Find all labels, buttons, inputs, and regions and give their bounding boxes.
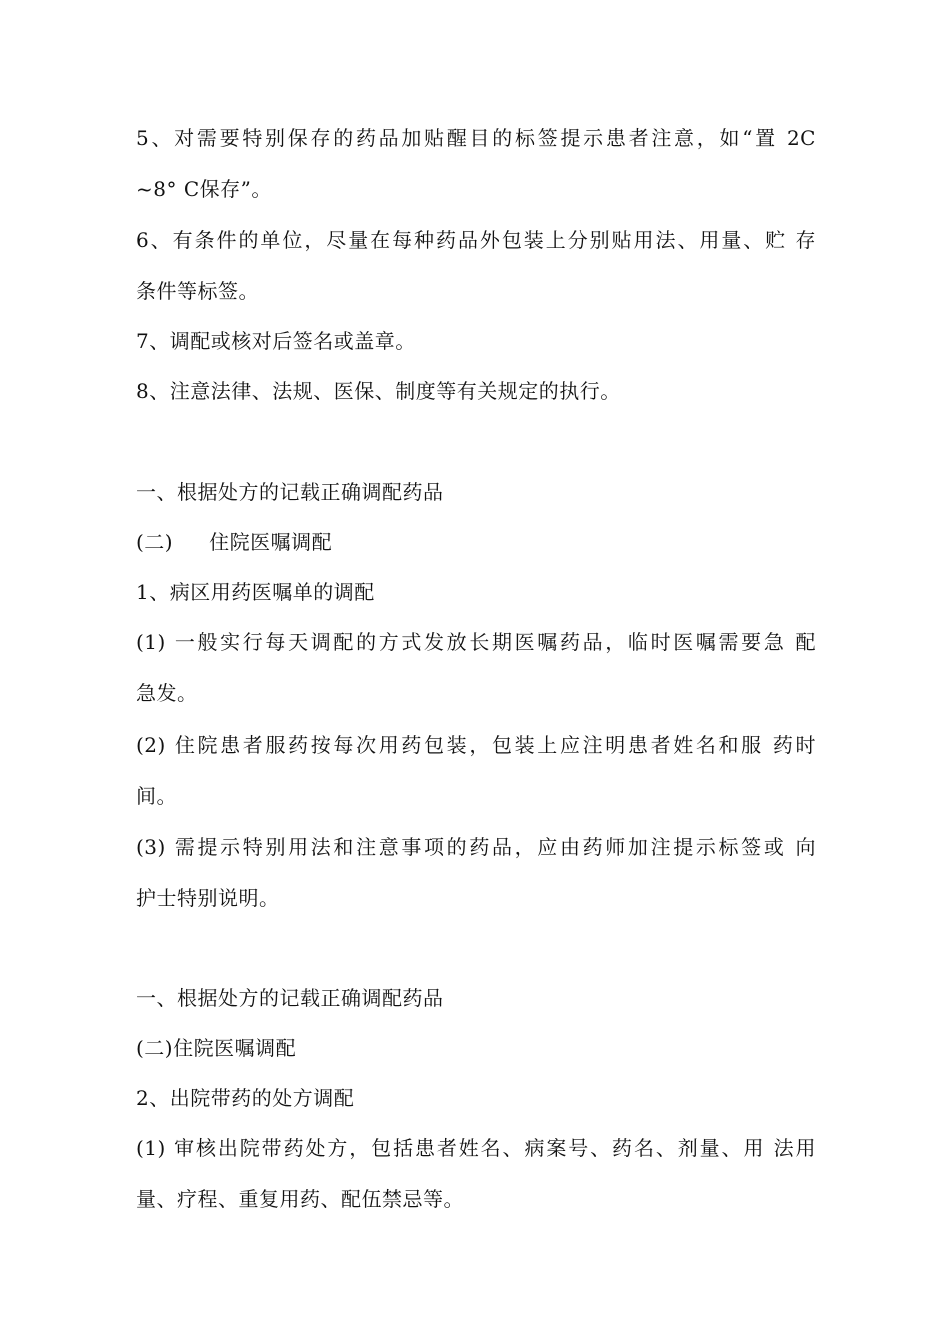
section-b-p3-line-1: (3) 需提示特别用法和注意事项的药品，应由药师加注提示标签或 向	[136, 835, 816, 859]
section-b-subheading-text: 住院医嘱调配	[209, 530, 333, 554]
section-c-subheading: (二)住院医嘱调配	[136, 1036, 297, 1060]
item-6-line-2: 条件等标签。	[136, 279, 259, 303]
section-b-subheading-number: (二)	[136, 530, 174, 554]
item-5-line-2: ~8° C保存”。	[136, 177, 272, 201]
section-b-p2-line-2: 间。	[136, 784, 177, 808]
section-c-p1-line-2: 量、疗程、重复用药、配伍禁忌等。	[136, 1187, 464, 1211]
section-b-p2-line-1: (2) 住院患者服药按每次用药包装，包装上应注明患者姓名和服 药时	[136, 733, 816, 757]
section-b-heading: 一、根据处方的记载正确调配药品	[136, 480, 444, 504]
item-5-line-1: 5、对需要特别保存的药品加贴醒目的标签提示患者注意，如“置 2C	[136, 126, 816, 150]
section-c-heading: 一、根据处方的记载正确调配药品	[136, 986, 444, 1010]
section-b-item-1: 1、病区用药医嘱单的调配	[136, 580, 375, 604]
section-c-p1-line-1: (1) 审核出院带药处方，包括患者姓名、病案号、药名、剂量、用 法用	[136, 1136, 816, 1160]
section-c-item-2: 2、出院带药的处方调配	[136, 1086, 355, 1110]
item-8: 8、注意法律、法规、医保、制度等有关规定的执行。	[136, 379, 621, 403]
section-b-p3-line-2: 护士特别说明。	[136, 886, 280, 910]
section-b-subheading	[136, 529, 816, 555]
section-b-p1-line-2: 急发。	[136, 681, 198, 705]
item-6-line-1: 6、有条件的单位，尽量在每种药品外包装上分别贴用法、用量、贮 存	[136, 228, 816, 252]
section-b-p1-line-1: (1) 一般实行每天调配的方式发放长期医嘱药品，临时医嘱需要急 配	[136, 630, 816, 654]
item-7: 7、调配或核对后签名或盖章。	[136, 329, 416, 353]
